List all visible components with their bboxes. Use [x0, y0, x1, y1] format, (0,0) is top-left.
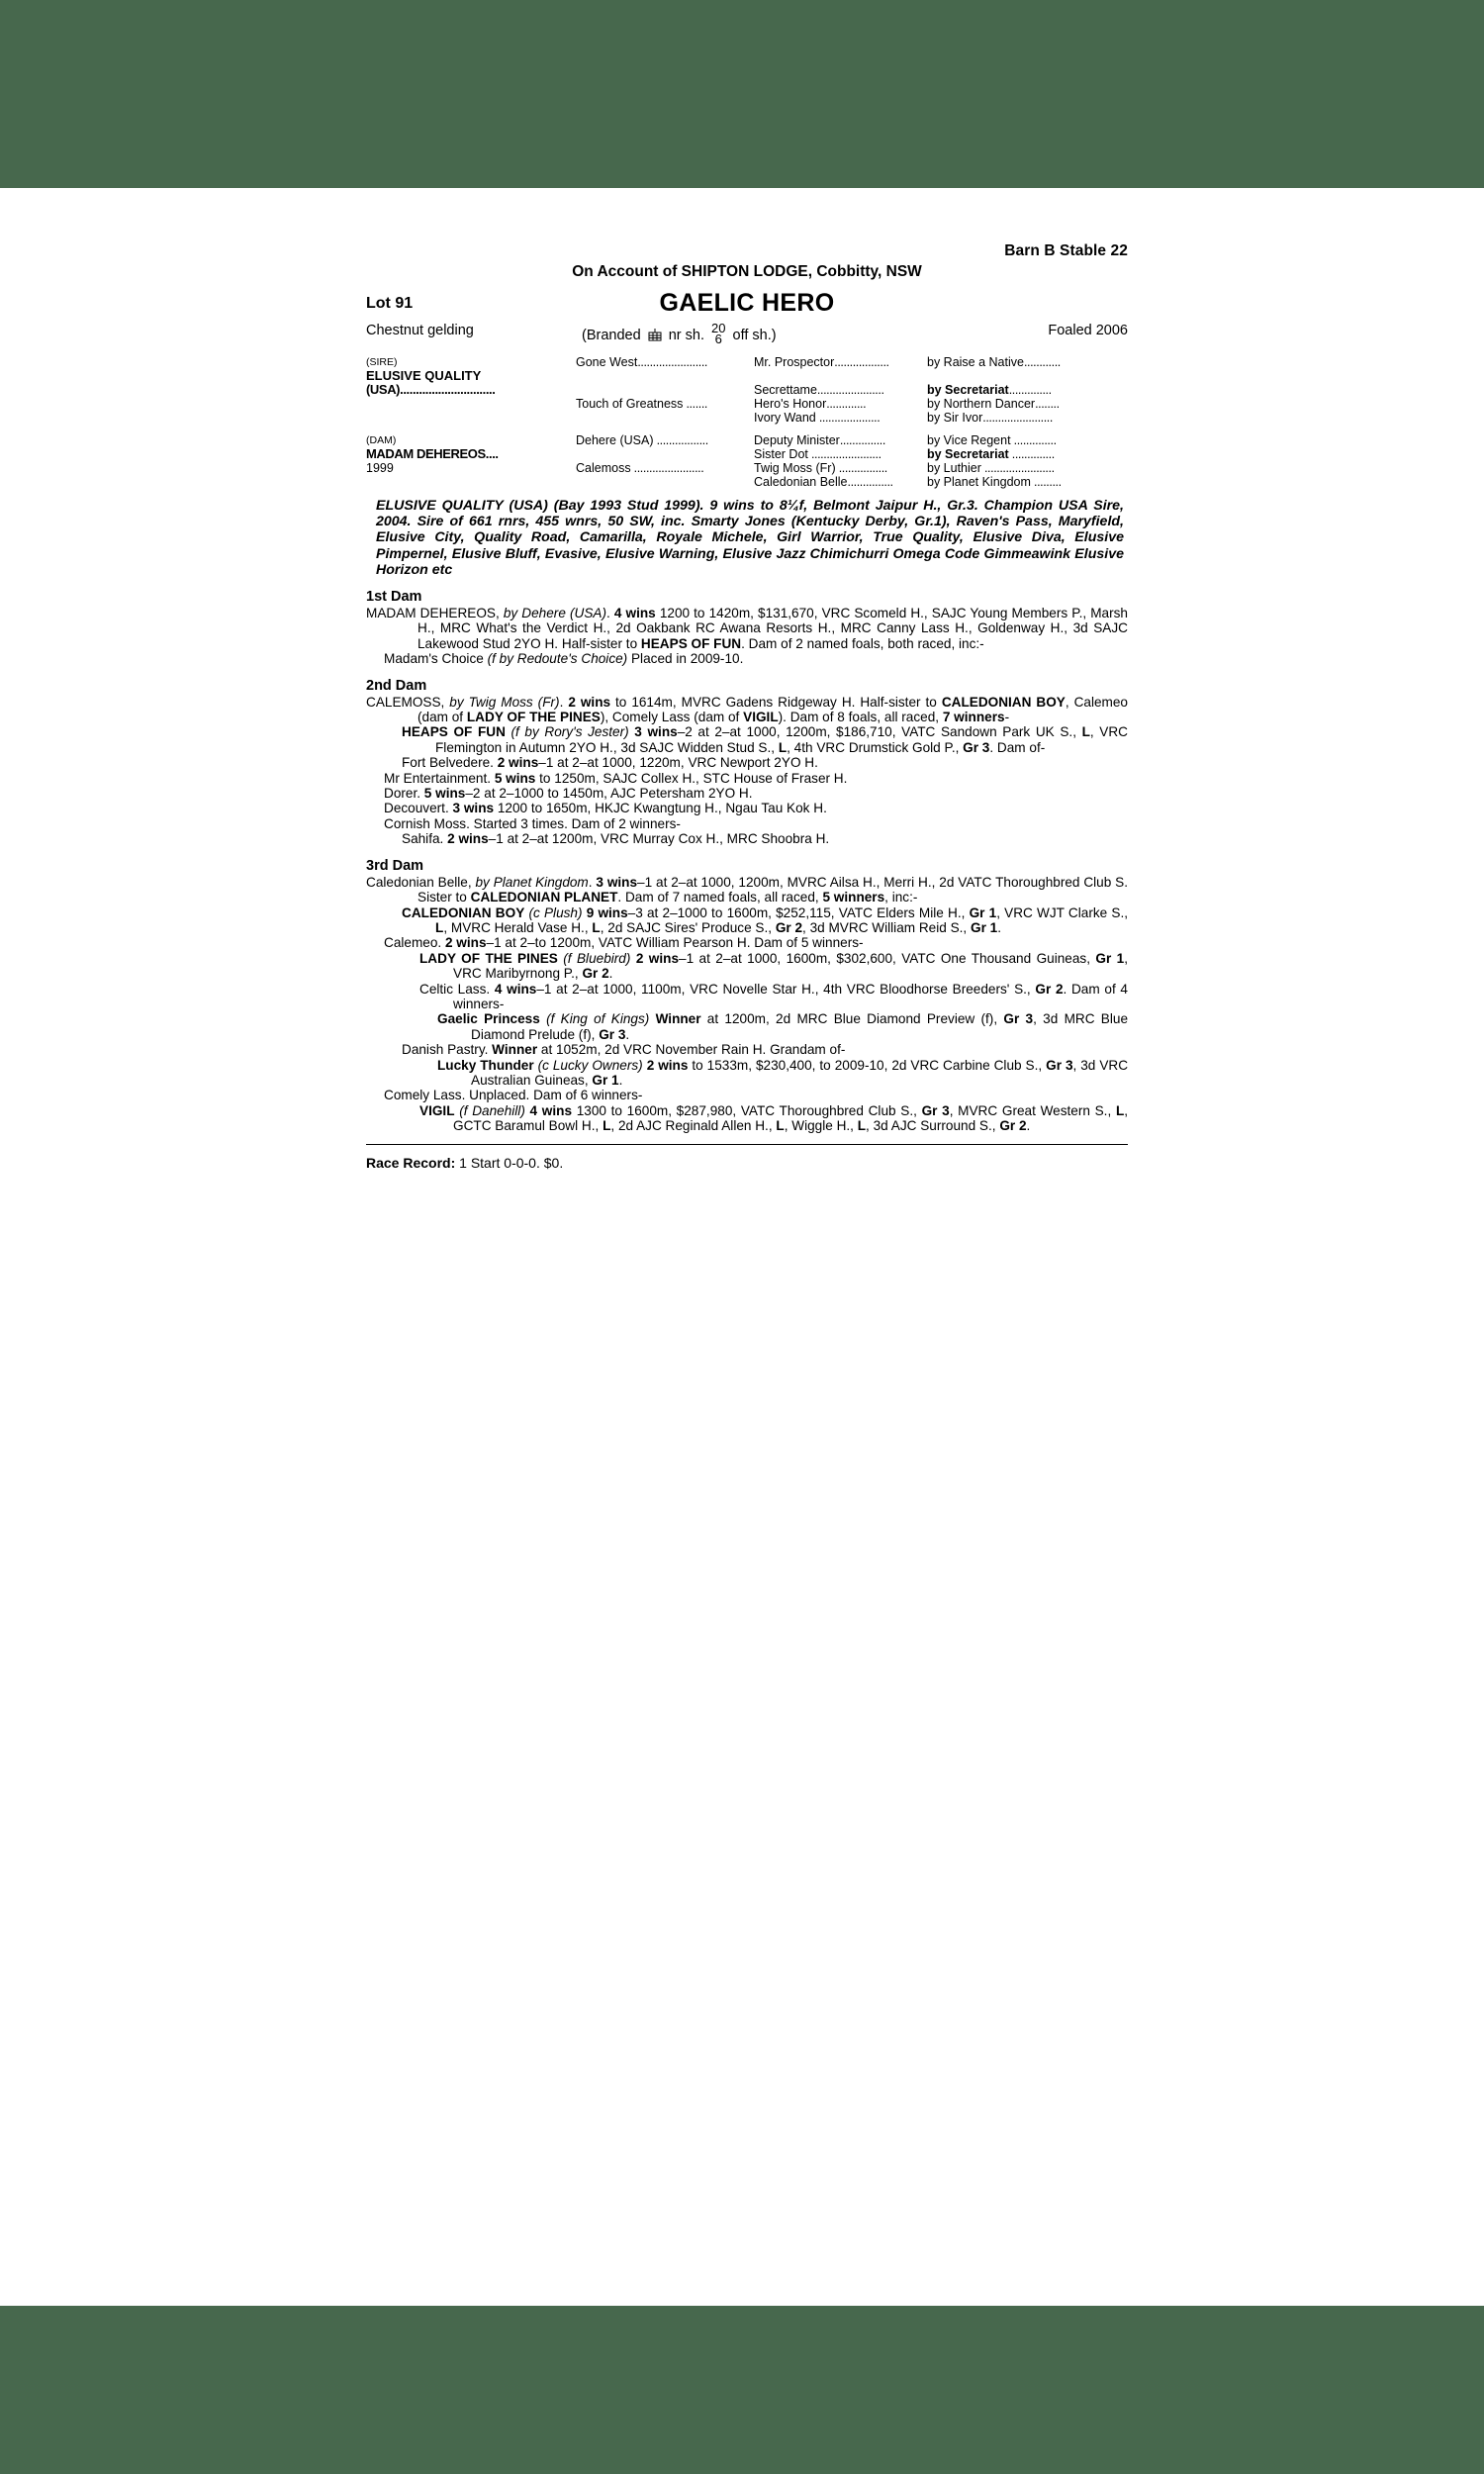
pedigree-entry: Danish Pastry. Winner at 1052m, 2d VRC November Rain H. Grandam of- — [402, 1042, 846, 1058]
pedigree-entry: VIGIL (f Danehill) 4 wins 1300 to 1600m, $287,980, VATC Thoroughbred Club S., Gr 3, MVRC Great Western S., L, GCTC Baramul Bowl H., L, 2d AJC Reginald Allen H., L, Wiggle H., L, 3d AJC Surround S., Gr 2. — [419, 1102, 1129, 1134]
lot-title-row — [366, 289, 1128, 319]
gen3-2: Secrettame...................... — [754, 383, 884, 397]
dam-name: MADAM DEHEREOS.... — [366, 446, 499, 461]
dam-dam: Calemoss ....................... — [576, 461, 704, 475]
colour-sex: Chestnut gelding — [366, 323, 474, 338]
catalogue-page — [0, 188, 1484, 2306]
gen3-8: Caledonian Belle............... — [754, 475, 893, 489]
gen3-6: Sister Dot ....................... — [754, 447, 881, 461]
dam-sire: Dehere (USA) ................. — [576, 433, 708, 447]
sire-dam: Touch of Greatness ....... — [576, 397, 707, 411]
race-record-label: Race Record: — [366, 1154, 456, 1171]
gen3-5: Deputy Minister............... — [754, 433, 885, 447]
gen3-1: Mr. Prospector.................. — [754, 355, 889, 369]
dam-label: (DAM) — [366, 434, 397, 446]
branded-prefix: (Branded — [582, 328, 641, 343]
gen3-1-by: by Raise a Native............ — [927, 355, 1061, 369]
gen3-3: Hero's Honor............. — [754, 397, 867, 411]
catalogue-sheet — [366, 242, 1128, 1171]
sire-name: ELUSIVE QUALITY — [366, 368, 482, 383]
gen3-4-by: by Sir Ivor....................... — [927, 411, 1053, 425]
pedigree-entry: Cornish Moss. Started 3 times. Dam of 2 winners- — [384, 815, 681, 831]
pedigree-entry: MADAM DEHEREOS, by Dehere (USA). 4 wins 1200 to 1420m, $131,670, VRC Scomeld H., SAJC Young Members P., Marsh H., MRC What's the Verdict H., 2d Oakbank RC Awana Resorts H., MRC Canny Lass H., Goldenway H., 3d SAJC Lakewood Stud 2YO H. Half-sister to HEAPS OF FUN. Dam of 2 named foals, both raced, inc:- — [366, 606, 1128, 651]
race-record — [366, 1155, 1128, 1171]
dam-sections — [366, 589, 1128, 1134]
description-row — [366, 319, 1128, 346]
pedigree-entry: CALEMOSS, by Twig Moss (Fr). 2 wins to 1614m, MVRC Gadens Ridgeway H. Half-sister to CALEDONIAN BOY, Calemeo (dam of LADY OF THE PINES), Comely Lass (dam of VIGIL). Dam of 8 foals, all raced, 7 winners- — [366, 694, 1128, 725]
pedigree-entry: Fort Belvedere. 2 wins–1 at 2–at 1000, 1220m, VRC Newport 2YO H. — [402, 755, 818, 771]
dam-heading: 3rd Dam — [366, 857, 424, 874]
sire-country: (USA).............................. — [366, 382, 496, 397]
gen3-2-by: by Secretariat.............. — [927, 383, 1052, 397]
sire-sire-spacer — [576, 369, 754, 397]
pedigree-entry: Comely Lass. Unplaced. Dam of 6 winners- — [384, 1088, 643, 1103]
pedigree-entry: Lucky Thunder (c Lucky Owners) 2 wins to 1533m, $230,400, to 2009-10, 2d VRC Carbine Club S., Gr 3, 3d VRC Australian Guineas, Gr 1. — [437, 1057, 1129, 1088]
account-line: On Account of SHIPTON LODGE, Cobbitty, NSW — [572, 263, 922, 280]
brand-number — [711, 323, 725, 344]
sire-sire: Gone West....................... — [576, 355, 707, 369]
pedigree-entry: Mr Entertainment. 5 wins to 1250m, SAJC Collex H., STC House of Fraser H. — [384, 770, 848, 786]
pedigree-entry: Madam's Choice (f by Redoute's Choice) Placed in 2009-10. — [384, 651, 744, 667]
pedigree-table — [366, 355, 1128, 489]
dam-cell — [366, 433, 576, 489]
gen3-7-by: by Luthier ....................... — [927, 461, 1055, 475]
gen2-name: Gone West — [576, 355, 638, 369]
divider — [366, 1144, 1128, 1145]
brand-denominator: 6 — [714, 332, 722, 346]
gen3-7: Twig Moss (Fr) ................ — [754, 461, 887, 475]
pedigree-entry: Dorer. 5 wins–2 at 2–1000 to 1450m, AJC Petersham 2YO H. — [384, 786, 753, 802]
brand-description — [582, 323, 777, 344]
pedigree-entry: LADY OF THE PINES (f Bluebird) 2 wins–1 at 2–at 1000, 1600m, $302,600, VATC One Thousand Guineas, Gr 1, VRC Maribyrnong P., Gr 2. — [419, 950, 1129, 982]
gen3-8-by: by Planet Kingdom ......... — [927, 475, 1062, 489]
lot-number: Lot 91 — [366, 295, 414, 312]
dam-year: 1999 — [366, 461, 394, 475]
pedigree-entry: Gaelic Princess (f King of Kings) Winner at 1200m, 2d MRC Blue Diamond Preview (f), Gr 3, 3d MRC Blue Diamond Prelude (f), Gr 3. — [437, 1011, 1129, 1042]
brand-numerator: 20 — [711, 321, 726, 335]
barn-stable-label: Barn B Stable 22 — [1004, 242, 1128, 259]
sire-summary: ELUSIVE QUALITY (USA) (Bay 1993 Stud 1999). 9 wins to 8¼f, Belmont Jaipur H., Gr.3. Champion USA Sire, 2004. Sire of 661 rnrs, 455 wnrs, 50 SW, inc. Smarty Jones (Kentucky Derby, Gr.1), Raven's Pass, Maryfield, Elusive City, Quality Road, Camarilla, Royale Michele, Girl Warrior, True Quality, Elusive Diva, Elusive Pimpernel, Elusive Bluff, Evasive, Elusive Warning, Elusive Jazz Chimichurri Omega Code Gimmeawink Elusive Horizon etc — [376, 498, 1124, 578]
branded-suffix: off sh.) — [732, 328, 777, 343]
pedigree-entry: HEAPS OF FUN (f by Rory's Jester) 3 wins–2 at 2–at 1000, 1200m, $186,710, VATC Sandown Park UK S., L, VRC Flemington in Autumn 2YO H., 3d SAJC Widden Stud S., L, 4th VRC Drumstick Gold P., Gr 3. Dam of- — [402, 724, 1128, 755]
gen3-4: Ivory Wand .................... — [754, 411, 881, 425]
sire-label: (SIRE) — [366, 356, 398, 368]
gen3-3-by: by Northern Dancer........ — [927, 397, 1060, 411]
dam-heading: 1st Dam — [366, 589, 422, 606]
gen3-5-by: by Vice Regent .............. — [927, 433, 1057, 447]
dam-heading: 2nd Dam — [366, 677, 427, 694]
pedigree-entry: Decouvert. 3 wins 1200 to 1650m, HKJC Kwangtung H., Ngau Tau Kok H. — [384, 801, 827, 816]
pedigree-entry: CALEDONIAN BOY (c Plush) 9 wins–3 at 2–1000 to 1600m, $252,115, VATC Elders Mile H., Gr 1, VRC WJT Clarke S., L, MVRC Herald Vase H., L, 2d SAJC Sires' Produce S., Gr 2, 3d MVRC William Reid S., Gr 1. — [402, 904, 1129, 935]
branded-mid: nr sh. — [668, 328, 704, 343]
race-record-value: 1 Start 0-0-0. $0. — [459, 1154, 564, 1171]
pedigree-entry: Celtic Lass. 4 wins–1 at 2–at 1000, 1100m, VRC Novelle Star H., 4th VRC Bloodhorse Breeders' S., Gr 2. Dam of 4 winners- — [419, 981, 1128, 1011]
pedigree-entry: Caledonian Belle, by Planet Kingdom. 3 wins–1 at 2–at 1000, 1200m, MVRC Ailsa H., Merri H., 2d VATC Thoroughbred Club S. Sister to CALEDONIAN PLANET. Dam of 7 named foals, all raced, 5 winners, inc:- — [366, 874, 1129, 905]
pedigree-entry: Calemeo. 2 wins–1 at 2–to 1200m, VATC William Pearson H. Dam of 5 winners- — [384, 935, 864, 951]
foaled-year: Foaled 2006 — [1048, 323, 1128, 338]
gen3-6-by: by Secretariat .............. — [927, 447, 1055, 461]
brand-symbol-icon — [647, 329, 663, 341]
horse-name: GAELIC HERO — [659, 289, 835, 317]
pedigree-entry: Sahifa. 2 wins–1 at 2–at 1200m, VRC Murray Cox H., MRC Shoobra H. — [402, 831, 830, 847]
